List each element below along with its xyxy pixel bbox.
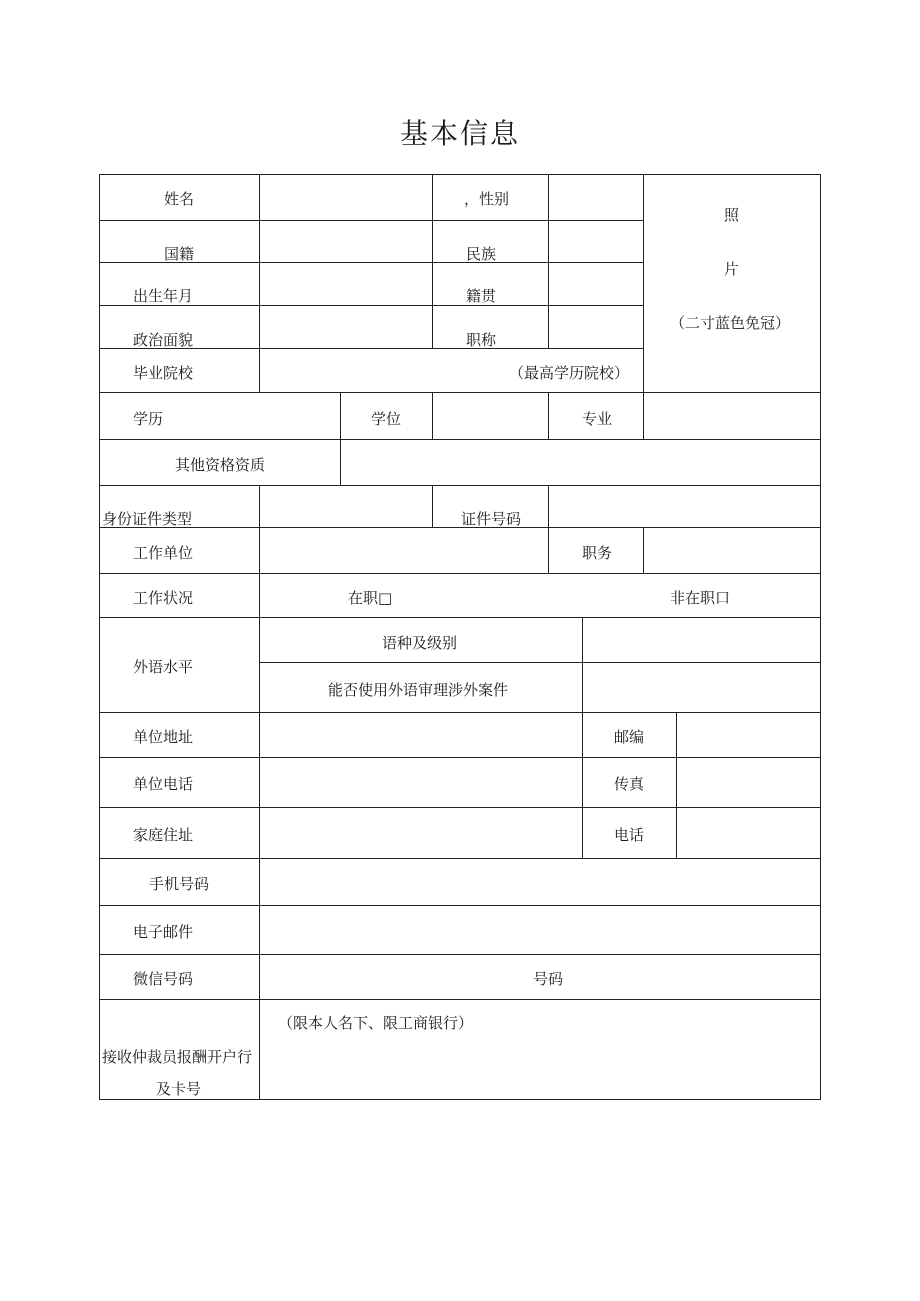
- table-border: [99, 1099, 821, 1100]
- position-label: 职务: [582, 544, 613, 562]
- mobile-label: 手机号码: [149, 875, 210, 893]
- title-label: 职称: [466, 331, 497, 349]
- language-label: 外语水平: [133, 658, 194, 676]
- gender-label: ，性别: [464, 190, 510, 208]
- wechat-label: 微信号码: [133, 970, 194, 988]
- row-divider: [99, 573, 821, 574]
- table-border: [820, 174, 821, 1100]
- row-divider: [99, 712, 821, 713]
- home-address-label: 家庭住址: [133, 826, 194, 844]
- political-label: 政治面貌: [133, 331, 194, 349]
- id-number-label: 证件号码: [461, 510, 522, 528]
- id-type-label: 身份证件类型: [102, 510, 193, 528]
- bank-label: 接收仲裁员报酬开户行: [102, 1048, 253, 1066]
- col-divider: [432, 392, 433, 439]
- phone-label: 电话: [614, 826, 645, 844]
- row-divider: [99, 999, 821, 1000]
- row-divider: [99, 757, 821, 758]
- col-divider: [340, 392, 341, 485]
- ethnicity-label: 民族: [466, 245, 497, 263]
- fax-label: 传真: [614, 775, 645, 793]
- email-label: 电子邮件: [133, 923, 194, 941]
- work-unit-label: 工作单位: [133, 544, 194, 562]
- degree-label: 学位: [371, 410, 402, 428]
- col-divider: [548, 392, 549, 439]
- language-level-label: 语种及级别: [382, 634, 458, 652]
- photo-label: 照: [724, 206, 740, 224]
- school-note: （最高学历院校）: [509, 364, 630, 382]
- row-divider: [99, 858, 821, 859]
- col-divider: [432, 485, 433, 527]
- col-divider: [548, 174, 549, 348]
- nationality-label: 国籍: [164, 245, 195, 263]
- bank-note: （限本人名下、限工商银行）: [278, 1014, 474, 1032]
- col-divider: [259, 617, 260, 1099]
- unit-address-label: 单位地址: [133, 728, 194, 746]
- language-use-label: 能否使用外语审理涉外案件: [328, 681, 509, 699]
- row-divider: [99, 527, 821, 528]
- col-divider: [548, 485, 549, 573]
- table-border: [99, 174, 100, 1100]
- col-divider: [259, 485, 260, 617]
- unit-phone-label: 单位电话: [133, 775, 194, 793]
- col-divider: [582, 712, 583, 858]
- col-divider: [432, 174, 433, 348]
- row-divider: [99, 954, 821, 955]
- row-divider: [99, 905, 821, 906]
- row-divider: [99, 220, 644, 221]
- col-divider: [676, 712, 677, 858]
- school-label: 毕业院校: [133, 364, 194, 382]
- employed-checkbox[interactable]: 在职□: [348, 589, 393, 607]
- col-divider: [643, 392, 644, 439]
- page-title: 基本信息: [399, 117, 520, 150]
- native-place-label: 籍贯: [466, 287, 497, 305]
- col-divider: [582, 617, 583, 712]
- other-qual-label: 其他资格资质: [175, 456, 266, 474]
- bank-label: 及卡号: [156, 1080, 202, 1098]
- row-divider: [99, 485, 821, 486]
- col-divider: [259, 174, 260, 392]
- name-label: 姓名: [164, 190, 195, 208]
- postcode-label: 邮编: [614, 728, 645, 746]
- col-divider: [643, 527, 644, 573]
- major-label: 专业: [582, 410, 613, 428]
- wechat-number-label: 号码: [533, 970, 564, 988]
- row-divider: [99, 807, 821, 808]
- work-status-label: 工作状况: [133, 589, 194, 607]
- not-employed-checkbox[interactable]: 非在职口: [670, 589, 731, 607]
- photo-note: （二寸蓝色免冠）: [670, 314, 791, 332]
- row-divider: [259, 662, 821, 663]
- table-border: [99, 174, 821, 175]
- education-label: 学历: [133, 410, 164, 428]
- birth-label: 出生年月: [133, 287, 194, 305]
- row-divider: [99, 439, 821, 440]
- photo-label: 片: [724, 260, 740, 278]
- row-divider: [99, 617, 821, 618]
- row-divider: [99, 392, 821, 393]
- col-divider: [643, 174, 644, 392]
